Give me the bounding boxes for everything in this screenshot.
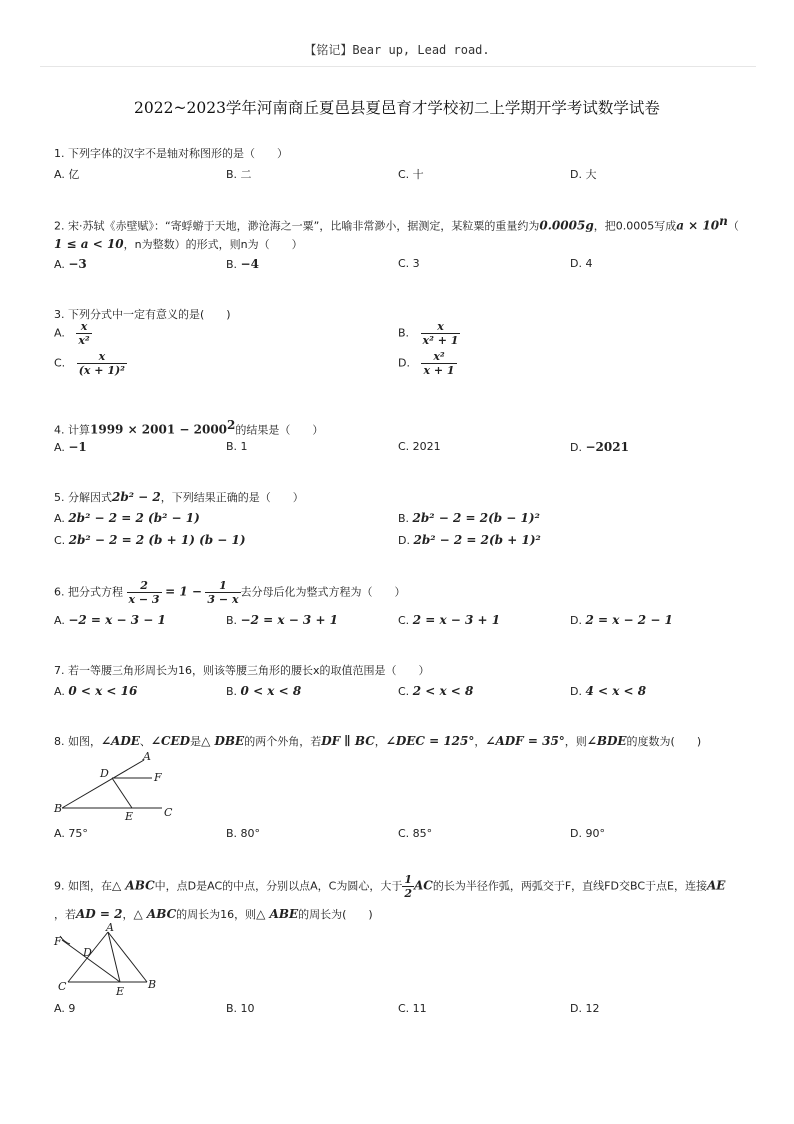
question-8-option-b: B. 80° (226, 827, 261, 840)
q9-label-f: F (54, 935, 62, 948)
q9-label-e: E (116, 985, 125, 998)
q9-label-d: D (83, 946, 92, 959)
q8-label-e: E (125, 810, 134, 822)
question-6-stem: 6. 把分式方程 $\frac{2}{x - 3}$ = 1 − $\frac{1}{3 - x}$ 去分母后化为整式方程为（ ） (54, 579, 406, 606)
q8-label-d: D (100, 767, 109, 780)
q2-math-weight: 0.0005g (539, 218, 594, 233)
question-7-option-d: D. 4 < x < 8 (570, 684, 647, 698)
question-2-option-b: B. −4 (226, 257, 259, 271)
question-2-option-d: D. 4 (570, 257, 593, 270)
question-5-stem: 5. 分解因式2b² − 2，下列结果正确的是（ ） (54, 490, 304, 504)
question-3-stem: 3. 下列分式中一定有意义的是( ) (54, 308, 231, 321)
question-1-option-d: D. 大 (570, 168, 597, 181)
question-5-option-d: D. 2b² − 2 = 2(b + 1)² (398, 533, 541, 547)
question-3-option-a: A. $\frac{x}{\text{x²}}$ (54, 320, 90, 347)
question-6-option-c: C. 2 = x − 3 + 1 (398, 613, 501, 627)
question-4-option-b: B. 1 (226, 440, 248, 453)
question-6-option-a: A. −2 = x − 3 − 1 (54, 613, 166, 627)
question-9-option-a: A. 9 (54, 1002, 76, 1015)
question-1-option-b: B. 二 (226, 168, 252, 181)
question-7-option-a: A. 0 < x < 16 (54, 684, 138, 698)
question-8-option-a: A. 75° (54, 827, 88, 840)
q8-segment-de (112, 778, 132, 808)
question-8-option-d: D. 90° (570, 827, 605, 840)
question-7-option-c: C. 2 < x < 8 (398, 684, 474, 698)
question-3-option-d: D. $\frac{\text{x²}}{x + 1}$ (398, 350, 455, 377)
q2-math-sci: a × 10 (676, 218, 720, 233)
question-5-option-c: C. 2b² − 2 = 2 (b + 1) (b − 1) (54, 533, 246, 547)
question-4-option-a: A. −1 (54, 440, 87, 454)
q9-label-b: B (148, 978, 157, 991)
q8-label-b: B (54, 802, 63, 815)
question-2-stem-line2 (54, 236, 303, 252)
header-divider (40, 66, 756, 67)
q8-label-f: F (154, 771, 162, 784)
question-9-option-b: B. 10 (226, 1002, 255, 1015)
q2-text-b: ，把0.0005写成 (593, 219, 677, 233)
question-9-figure (52, 922, 164, 998)
question-9-option-c: C. 11 (398, 1002, 427, 1015)
question-1-option-c: C. 十 (398, 168, 424, 181)
question-4-option-d: D. −2021 (570, 440, 629, 454)
q9-label-a: A (106, 922, 114, 934)
q2-text-c: （ (727, 219, 739, 233)
question-1-stem: 1. 下列字体的汉字不是轴对称图形的是（ ） (54, 147, 288, 160)
q2-text-a: 2. 宋·苏轼《赤壁赋》：“寄蜉蝣于天地，渺沧海之一粟”，比喻非常渺小，据测定，某粒粟的重量约为 (54, 219, 540, 233)
question-8-stem: 8. 如图，∠ADE、∠CED是△ DBE的两个外角，若DF ∥ BC，∠DEC = 125°，∠ADF = 35°，则∠BDE的度数为( ) (54, 734, 702, 748)
q2-math-range: 1 ≤ a < 10 (54, 237, 124, 251)
question-2-option-a: A. −3 (54, 257, 87, 271)
q2-math-sup: n (719, 214, 728, 228)
page-header-motto: 【铭记】Bear up, Lead road. (304, 43, 490, 57)
question-9-stem-line2: ，若AD = 2，△ ABC的周长为16，则△ ABE的周长为( ) (54, 907, 373, 921)
question-6-option-b: B. −2 = x − 3 + 1 (226, 613, 339, 627)
question-8-figure (52, 750, 182, 822)
question-1-option-a: A. 亿 (54, 168, 80, 181)
question-7-stem: 7. 若一等腰三角形周长为16，则该等腰三角形的腰长x的取值范围是（ ） (54, 664, 430, 677)
question-4-stem: 4. 计算$1999 \times 2001 - 2000^2$的结果是（ ） (54, 418, 324, 437)
question-2-option-c: C. 3 (398, 257, 420, 270)
question-5-option-b: B. 2b² − 2 = 2(b − 1)² (398, 511, 540, 525)
question-4-option-c: C. 2021 (398, 440, 441, 453)
question-6-option-d: D. 2 = x − 2 − 1 (570, 613, 673, 627)
q2-text-d: ，n为整数）的形式，则n为（ ） (123, 238, 303, 251)
question-8-option-c: C. 85° (398, 827, 433, 840)
question-9-option-d: D. 12 (570, 1002, 600, 1015)
question-3-option-b: B. $\frac{x}{\text{x² + 1}}$ (398, 320, 459, 347)
question-3-option-c: C. $\frac{x}{\text{(x + 1)²}}$ (54, 350, 126, 377)
q8-label-a: A (143, 750, 151, 763)
q8-label-c: C (164, 806, 173, 819)
question-2-stem-line1 (54, 214, 739, 234)
question-5-option-a: A. 2b² − 2 = 2 (b² − 1) (54, 511, 200, 525)
exam-title: 2022~2023学年河南商丘夏邑县夏邑育才学校初二上学期开学考试数学试卷 (134, 99, 660, 117)
question-9-stem-line1: 9. 如图，在△ ABC中，点D是AC的中点，分别以点A，C为圆心，大于 $\frac{1}{2}$ AC的长为半径作弧，两弧交于F，直线FD交BC于点E，连接AE (54, 873, 726, 900)
question-7-option-b: B. 0 < x < 8 (226, 684, 302, 698)
q9-label-c: C (58, 980, 67, 993)
